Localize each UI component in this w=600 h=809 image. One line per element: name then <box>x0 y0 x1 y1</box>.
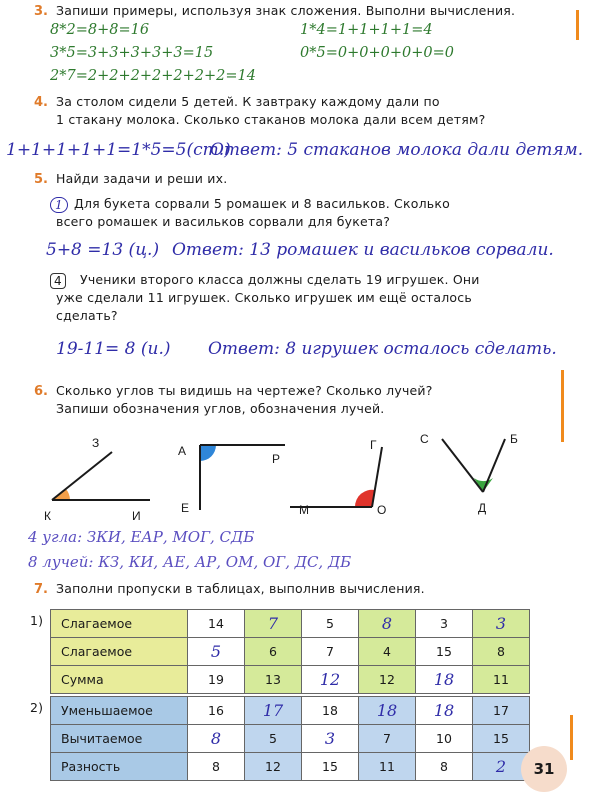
task7-number: 7. <box>34 582 48 597</box>
task4-line2: 1 стакану молока. Сколько стаканов молока дали всем детям? <box>56 112 486 127</box>
ray-og <box>372 447 382 507</box>
table-cell: 12 <box>245 753 302 781</box>
label-e: Е <box>181 501 190 515</box>
task5-problem2-solution: 19-11= 8 (и.) <box>56 339 171 359</box>
task5-problem1-solution: 5+8 =13 (ц.) <box>46 240 160 260</box>
label-o: О <box>377 503 387 517</box>
table-cell: 3 <box>473 610 530 638</box>
table-cell: 11 <box>359 753 416 781</box>
table-cell: 10 <box>416 725 473 753</box>
table-cell: 5 <box>245 725 302 753</box>
task3-example-5: 2*7=2+2+2+2+2+2+2=14 <box>50 68 256 84</box>
table-cell: 16 <box>188 697 245 725</box>
table-cell: 5 <box>302 610 359 638</box>
task3-number: 3. <box>34 4 48 19</box>
task4-answer: Ответ: 5 стаканов молока дали детям. <box>210 140 584 160</box>
page-number: 31 <box>521 746 567 792</box>
table-cell: 7 <box>302 638 359 666</box>
task4-solution: 1+1+1+1+1=1*5=5(ст.) <box>6 140 231 160</box>
table-cell: 6 <box>245 638 302 666</box>
task5-problem1-line1: Для букета сорвали 5 ромашек и 8 васильков. Сколько <box>74 196 450 211</box>
task6-line1: Сколько углов ты видишь на чертеже? Сколько лучей? <box>56 383 433 398</box>
task6-number: 6. <box>34 384 48 399</box>
label-i: И <box>132 509 141 523</box>
row-label: Уменьшаемое <box>51 697 188 725</box>
task4-line1: За столом сидели 5 детей. К завтраку каждому дали по <box>56 94 440 109</box>
label-g: Г <box>370 438 377 452</box>
task7-instruction: Заполни пропуски в таблицах, выполнив вычисления. <box>56 581 425 596</box>
table-cell: 7 <box>245 610 302 638</box>
table-subtraction <box>50 696 530 781</box>
margin-line <box>576 10 579 40</box>
label-b: Б <box>510 432 518 446</box>
table-row <box>51 697 530 725</box>
table-row <box>51 725 530 753</box>
table-cell: 18 <box>302 697 359 725</box>
margin-line <box>570 715 573 760</box>
task5-problem2-line1: Ученики второго класса должны сделать 19 игрушек. Они <box>80 272 480 287</box>
table-row <box>51 638 530 666</box>
task5-instruction: Найди задачи и реши их. <box>56 171 228 186</box>
table-row <box>51 610 530 638</box>
table-cell: 11 <box>473 666 530 694</box>
table-cell: 17 <box>473 697 530 725</box>
table-cell: 4 <box>359 638 416 666</box>
table-cell: 18 <box>416 666 473 694</box>
ray-db <box>483 439 505 492</box>
label-a: А <box>178 444 187 458</box>
table-cell: 13 <box>245 666 302 694</box>
table-cell: 12 <box>302 666 359 694</box>
task5-problem2-marker: 4 <box>50 273 66 289</box>
table-cell: 14 <box>188 610 245 638</box>
table-row <box>51 753 530 781</box>
table-cell: 8 <box>188 725 245 753</box>
ray-dc <box>442 439 483 492</box>
ray-kz <box>52 452 112 500</box>
table-cell: 8 <box>188 753 245 781</box>
table-addition <box>50 609 530 694</box>
task3-instruction: Запиши примеры, используя знак сложения. Выполни вычисления. <box>56 3 516 18</box>
table2-label: 2) <box>30 700 44 715</box>
table-cell: 8 <box>416 753 473 781</box>
table-cell: 19 <box>188 666 245 694</box>
row-label: Сумма <box>51 666 188 694</box>
table-cell: 17 <box>245 697 302 725</box>
task6-line2: Запиши обозначения углов, обозначения лучей. <box>56 401 385 416</box>
table1-label: 1) <box>30 613 44 628</box>
label-c: С <box>420 432 429 446</box>
task4-number: 4. <box>34 95 48 110</box>
table-cell: 18 <box>416 697 473 725</box>
table-cell: 3 <box>416 610 473 638</box>
table-row <box>51 666 530 694</box>
task5-problem1-answer: Ответ: 13 ромашек и васильков сорвали. <box>172 240 554 260</box>
task3-example-1: 8*2=8+8=16 <box>50 22 150 38</box>
task5-problem1-line2: всего ромашек и васильков сорвали для букета? <box>56 214 391 229</box>
table-cell: 8 <box>359 610 416 638</box>
task3-example-4: 0*5=0+0+0+0+0=0 <box>300 45 454 61</box>
row-label: Вычитаемое <box>51 725 188 753</box>
row-label: Слагаемое <box>51 638 188 666</box>
table-cell: 2 <box>473 753 530 781</box>
label-z: З <box>92 436 100 450</box>
angle-ear-arc <box>200 445 216 461</box>
task6-answer-rays: 8 лучей: КЗ, КИ, АЕ, АР, ОМ, ОГ, ДС, ДБ <box>28 553 352 571</box>
label-m: М <box>299 503 309 517</box>
task5-problem2-line3: сделать? <box>56 308 118 323</box>
table-cell: 15 <box>416 638 473 666</box>
table-cell: 8 <box>473 638 530 666</box>
table-cell: 5 <box>188 638 245 666</box>
table-cell: 12 <box>359 666 416 694</box>
row-label: Слагаемое <box>51 610 188 638</box>
angles-figure <box>0 425 600 525</box>
margin-line <box>561 370 564 442</box>
row-label: Разность <box>51 753 188 781</box>
label-r: Р <box>272 452 281 466</box>
task5-number: 5. <box>34 172 48 187</box>
table-cell: 3 <box>302 725 359 753</box>
task5-problem2-answer: Ответ: 8 игрушек осталось сделать. <box>208 339 557 359</box>
label-k: К <box>44 509 51 523</box>
task6-answer-angles: 4 угла: ЗКИ, ЕАР, МОГ, СДБ <box>28 528 255 546</box>
label-d: Д <box>478 501 487 515</box>
task3-example-3: 3*5=3+3+3+3+3=15 <box>50 45 214 61</box>
table-cell: 7 <box>359 725 416 753</box>
table-cell: 15 <box>473 725 530 753</box>
table-cell: 18 <box>359 697 416 725</box>
task3-example-2: 1*4=1+1+1+1=4 <box>300 22 433 38</box>
task5-problem1-marker: 1 <box>50 197 68 213</box>
task5-problem2-line2: уже сделали 11 игрушек. Сколько игрушек им ещё осталось <box>56 290 472 305</box>
table-cell: 15 <box>302 753 359 781</box>
